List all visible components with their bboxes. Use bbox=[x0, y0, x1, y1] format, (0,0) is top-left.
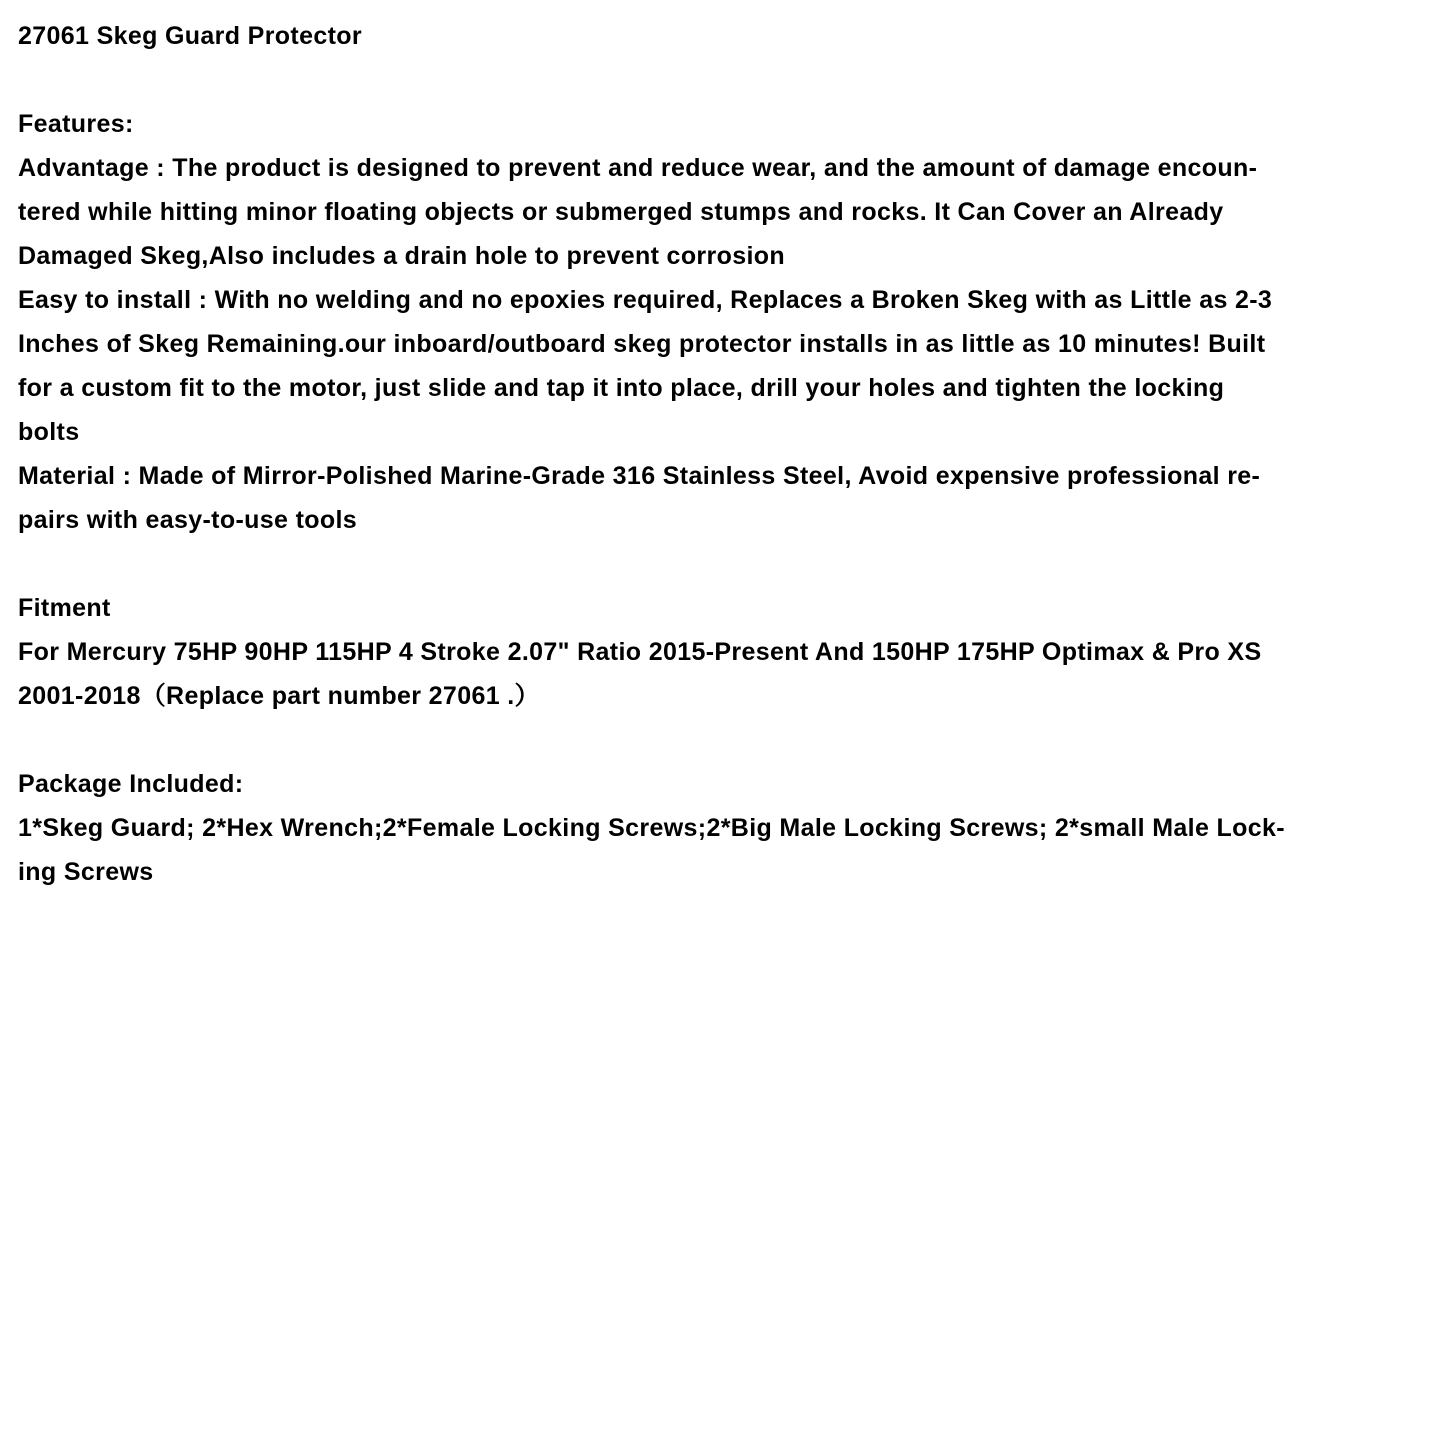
features-section bbox=[18, 102, 1422, 542]
spacer bbox=[18, 542, 1422, 586]
text-line: tered while hitting minor floating objects or submerged stumps and rocks. It Can Cover an Already bbox=[18, 198, 1224, 226]
product-description bbox=[18, 14, 1422, 894]
text-line: for a custom fit to the motor, just slide and tap it into place, drill your holes and tighten the locking bbox=[18, 374, 1225, 402]
text-line: Easy to install : With no welding and no epoxies required, Replaces a Broken Skeg with as Little as 2-3 bbox=[18, 286, 1273, 314]
text-line: 2001-2018（Replace part number 27061 .） bbox=[18, 682, 540, 710]
text-line: Material : Made of Mirror-Polished Marine-Grade 316 Stainless Steel, Avoid expensive professional re- bbox=[18, 462, 1261, 490]
advantage-paragraph bbox=[18, 146, 1422, 278]
spacer bbox=[18, 58, 1422, 102]
text-line: Damaged Skeg,Also includes a drain hole to prevent corrosion bbox=[18, 242, 786, 270]
package-section bbox=[18, 762, 1422, 894]
text-line: bolts bbox=[18, 418, 80, 446]
text-line: ing Screws bbox=[18, 858, 154, 886]
text-line: pairs with easy-to-use tools bbox=[18, 506, 358, 534]
package-heading: Package Included: bbox=[18, 770, 244, 798]
text-line: Inches of Skeg Remaining.our inboard/outboard skeg protector installs in as little as 10 minutes! Built bbox=[18, 330, 1266, 358]
fitment-heading: Fitment bbox=[18, 594, 111, 622]
material-paragraph bbox=[18, 454, 1422, 542]
spacer bbox=[18, 718, 1422, 762]
text-line: 1*Skeg Guard; 2*Hex Wrench;2*Female Locking Screws;2*Big Male Locking Screws; 2*small Male Lock- bbox=[18, 814, 1285, 842]
page-title: 27061 Skeg Guard Protector bbox=[18, 22, 362, 50]
install-paragraph bbox=[18, 278, 1422, 454]
text-line: For Mercury 75HP 90HP 115HP 4 Stroke 2.07" Ratio 2015-Present And 150HP 175HP Optimax & Pro XS bbox=[18, 638, 1262, 666]
features-heading: Features: bbox=[18, 110, 134, 138]
fitment-section bbox=[18, 586, 1422, 718]
text-line: Advantage : The product is designed to prevent and reduce wear, and the amount of damage encoun- bbox=[18, 154, 1258, 182]
